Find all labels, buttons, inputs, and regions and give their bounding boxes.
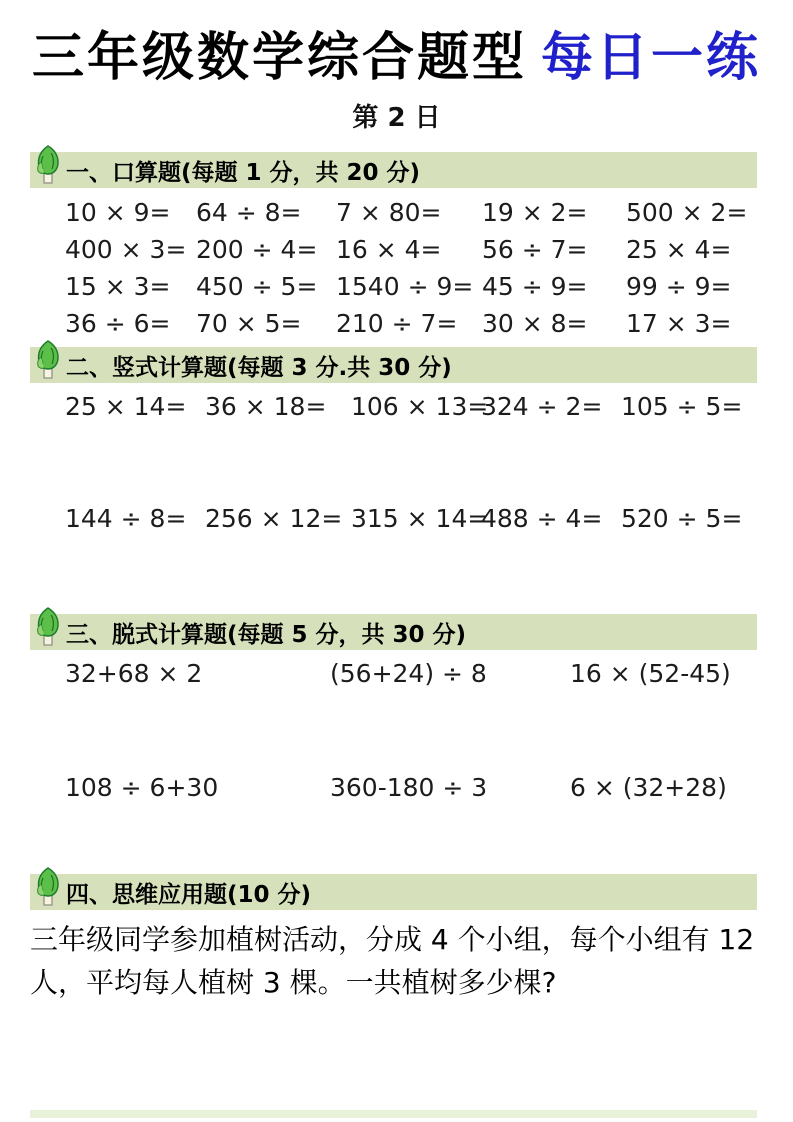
math-problem: 210 ÷ 7= [336,309,458,339]
math-problem: 108 ÷ 6+30 [65,773,219,803]
math-problem: 200 ÷ 4= [196,235,318,265]
section-heading-text: 三、脱式计算题(每题 5 分，共 30 分) [66,621,467,648]
stepwise-problems-grid [65,656,763,806]
math-problem: 32+68 × 2 [65,659,203,689]
section-heading-text: 一、口算题(每题 1 分，共 20 分) [66,159,421,186]
math-problem: 500 × 2= [626,198,748,228]
math-problem: 99 ÷ 9= [626,272,732,302]
math-problem: 105 ÷ 5= [621,392,743,422]
math-problem: 400 × 3= [65,235,187,265]
math-problem: 106 × 13= [351,392,489,422]
math-problem: 25 × 14= [65,392,187,422]
math-problem: 315 × 14= [351,504,489,534]
math-problem: 520 ÷ 5= [621,504,743,534]
word-problem-text: 三年级同学参加植树活动，分成 4 个小组，每个小组有 12 人，平均每人植树 3 棵。一共植树多少棵? [30,923,755,1000]
math-problem: 1540 ÷ 9= [336,272,474,302]
math-problem: 36 × 18= [205,392,327,422]
math-problem: 64 ÷ 8= [196,198,302,228]
bottom-accent-bar [30,1110,757,1118]
page-title [0,30,793,87]
math-problem: 25 × 4= [626,235,732,265]
section-heading-stepwise [30,614,757,650]
math-problem: 36 ÷ 6= [65,309,171,339]
math-problem: 70 × 5= [196,309,302,339]
day-label: 第 2 日 [352,103,441,134]
oral-problems-grid [65,194,763,342]
section-heading-text: 四、思维应用题(10 分) [66,881,312,908]
tree-icon [34,866,62,908]
math-problem: 19 × 2= [482,198,588,228]
math-problem: 10 × 9= [65,198,171,228]
math-problem: (56+24) ÷ 8 [330,659,487,689]
tree-icon [34,339,62,381]
math-problem: 6 × (32+28) [570,773,727,803]
math-problem: 56 ÷ 7= [482,235,588,265]
math-problem: 7 × 80= [336,198,442,228]
section-heading-vertical [30,347,757,383]
math-problem: 256 × 12= [205,504,343,534]
tree-icon [34,606,62,648]
title-accent: 每日一练 [541,28,762,88]
math-problem: 488 ÷ 4= [481,504,603,534]
math-problem: 45 ÷ 9= [482,272,588,302]
math-problem: 15 × 3= [65,272,171,302]
math-problem: 450 ÷ 5= [196,272,318,302]
section-heading-oral [30,152,757,188]
section-heading-word [30,874,757,910]
section-heading-text: 二、竖式计算题(每题 3 分.共 30 分) [66,354,452,381]
math-problem: 16 × (52-45) [570,659,731,689]
math-problem: 30 × 8= [482,309,588,339]
tree-icon [34,144,62,186]
title-main: 三年级数学综合题型 [31,28,527,88]
vertical-problems-grid [65,389,763,537]
math-problem: 324 ÷ 2= [481,392,603,422]
math-problem: 17 × 3= [626,309,732,339]
math-problem: 360-180 ÷ 3 [330,773,488,803]
math-problem: 144 ÷ 8= [65,504,187,534]
math-problem: 16 × 4= [336,235,442,265]
